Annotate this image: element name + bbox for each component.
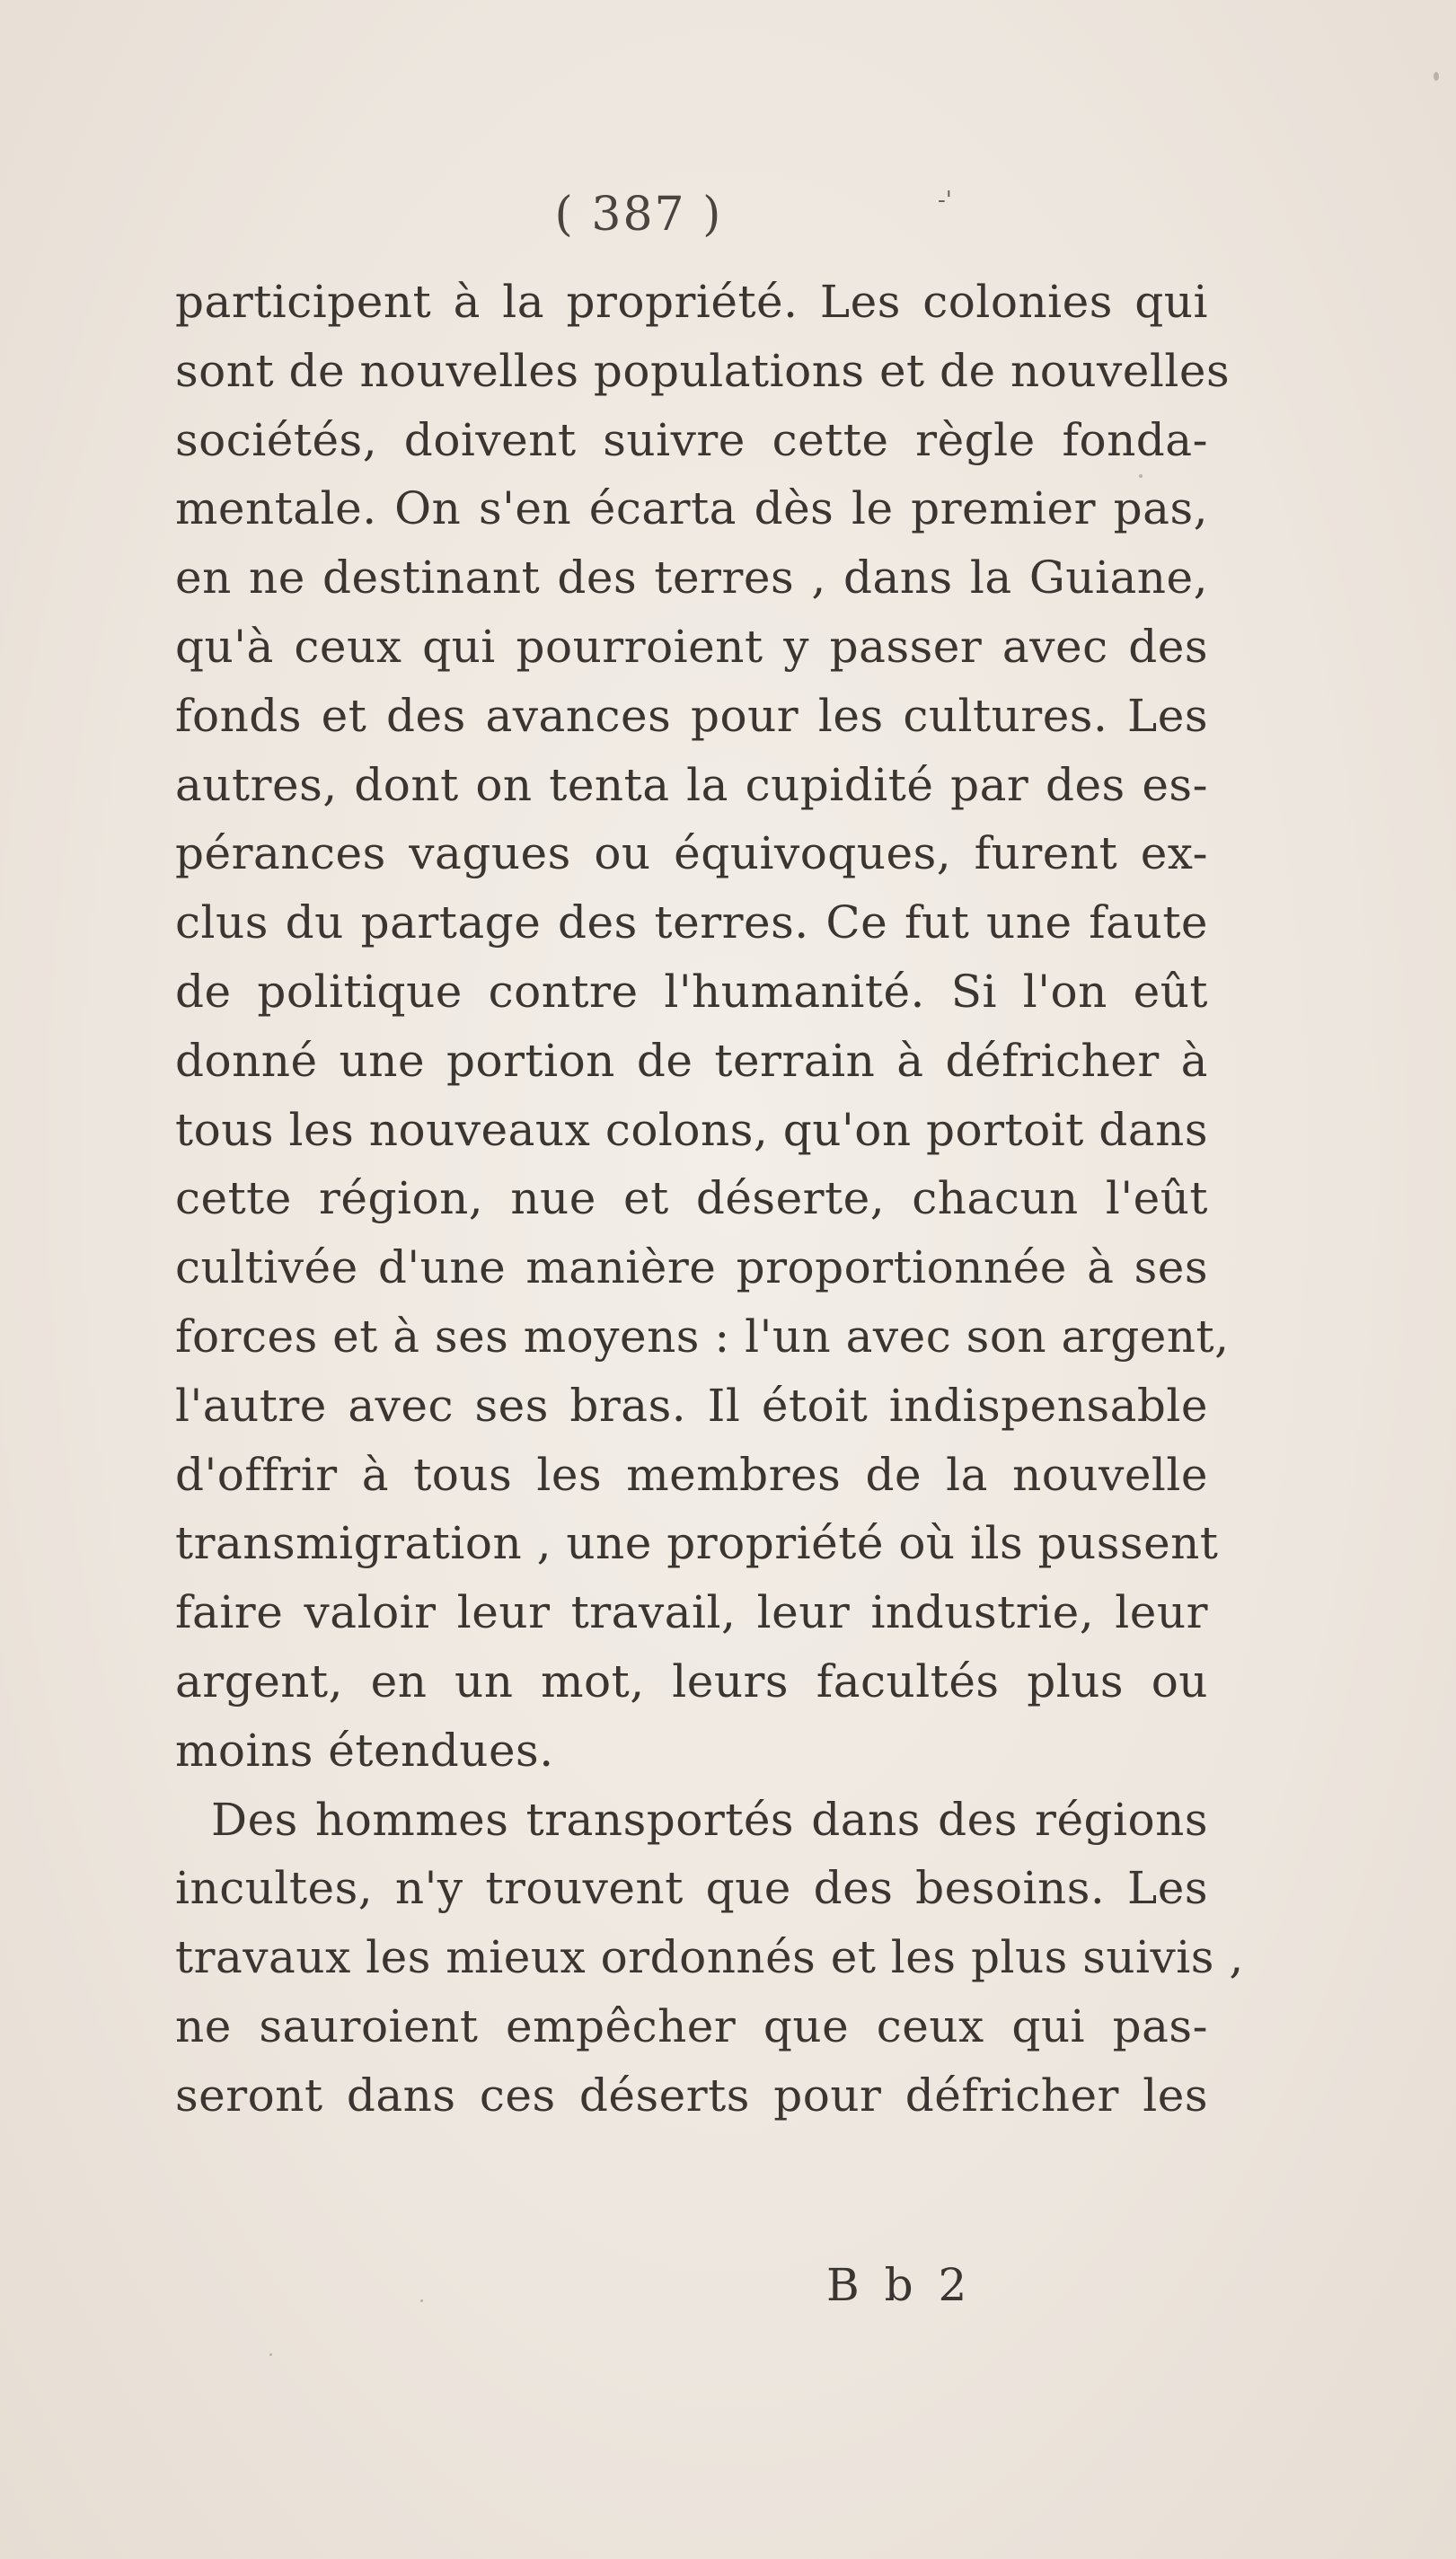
text-line: travaux les mieux ordonnés et les plus suivis , [175, 1931, 1244, 1984]
text-line: cultivée d'une manière proportionnée à ses [175, 1241, 1208, 1294]
text-line: en ne destinant des terres , dans la Guiane, [175, 552, 1208, 604]
paragraph-start-line: Des hommes transportés dans des régions [211, 1793, 1208, 1846]
text-line: pérances vagues ou équivoques, furent ex- [175, 827, 1208, 880]
text-line: d'offrir à tous les membres de la nouvelle [175, 1448, 1208, 1501]
text-line: argent, en un mot, leurs facultés plus ou [175, 1655, 1208, 1707]
text-line: l'autre avec ses bras. Il étoit indispensable [175, 1379, 1208, 1432]
page-number: ( 387 ) [554, 188, 723, 242]
text-line: clus du partage des terres. Ce fut une faute [175, 896, 1208, 949]
text-line: de politique contre l'humanité. Si l'on eût [175, 965, 1208, 1018]
text-line: mentale. On s'en écarta dès le premier pas, [175, 482, 1208, 535]
text-line: seront dans ces déserts pour défricher les [175, 2069, 1208, 2122]
paper-speck [1139, 474, 1143, 478]
text-line: qu'à ceux qui pourroient y passer avec des [175, 620, 1208, 673]
paper-speck [269, 2353, 272, 2356]
text-line: sont de nouvelles populations et de nouvelles [175, 344, 1231, 397]
text-line: donné une portion de terrain à défricher à [175, 1034, 1208, 1087]
paragraph-end-line: moins étendues. [175, 1724, 554, 1777]
text-line: fonds et des avances pour les cultures. Les [175, 689, 1208, 742]
text-line: faire valoir leur travail, leur industrie, leur [175, 1586, 1208, 1639]
paper-speck [420, 2299, 423, 2302]
text-line: transmigration , une propriété où ils pussent [175, 1517, 1219, 1570]
stray-ink-mark: -' [938, 187, 952, 214]
text-line: tous les nouveaux colons, qu'on portoit dans [175, 1103, 1208, 1156]
text-line: forces et à ses moyens : l'un avec son argent, [175, 1310, 1230, 1363]
text-line: autres, dont on tenta la cupidité par des es- [175, 758, 1208, 811]
paper-speck [1434, 72, 1439, 81]
text-line: participent à la propriété. Les colonies qui [175, 276, 1208, 328]
body-text [175, 268, 1244, 2131]
signature-mark: B b 2 [826, 2259, 973, 2311]
text-line: cette région, nue et déserte, chacun l'eût [175, 1172, 1208, 1225]
text-line: ne sauroient empêcher que ceux qui pas- [175, 1999, 1208, 2052]
text-line: incultes, n'y trouvent que des besoins. Les [175, 1862, 1208, 1915]
text-line: sociétés, doivent suivre cette règle fonda- [175, 413, 1208, 466]
